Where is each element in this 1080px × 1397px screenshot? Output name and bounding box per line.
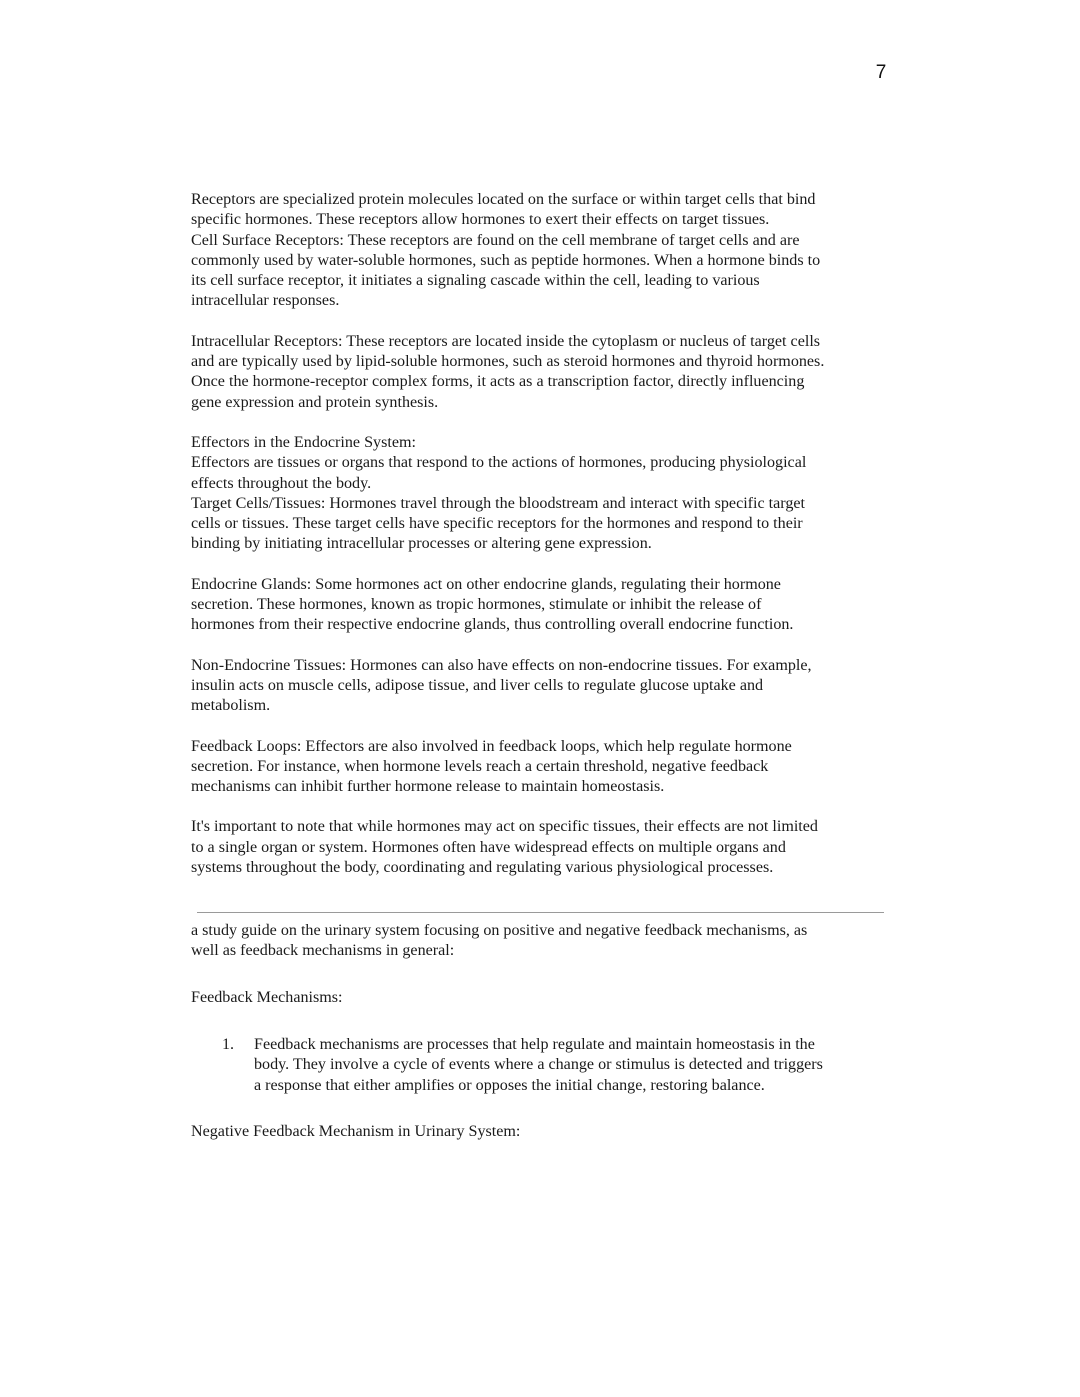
text-line: Endocrine Glands: Some hormones act on other endocrine glands, regulating their hormone [191,575,781,593]
text-line: Feedback mechanisms are processes that help regulate and maintain homeostasis in the [254,1036,815,1053]
text-line: effects throughout the body. [191,474,372,492]
text-line: intracellular responses. [191,292,340,310]
text-line: Effectors in the Endocrine System: [191,433,416,451]
paragraph-non-endocrine-tissues [191,656,888,717]
text-line: a response that either amplifies or opposes the initial change, restoring balance. [254,1076,765,1094]
text-line: mechanisms can inhibit further hormone release to maintain homeostasis. [191,778,665,796]
text-line: binding by initiating intracellular processes or altering gene expression. [191,535,652,553]
text-line: Cell Surface Receptors: These receptors are found on the cell membrane of target cells and are [191,231,800,249]
text-line: Feedback Loops: Effectors are also involved in feedback loops, which help regulate hormone [191,737,792,755]
paragraph-important-note [191,817,888,878]
text-line: and are typically used by lipid-soluble hormones, such as steroid hormones and thyroid hormones. [191,353,825,371]
text-line: secretion. These hormones, known as tropic hormones, stimulate or inhibit the release of [191,596,762,614]
text-line: cells or tissues. These target cells have specific receptors for the hormones and respond to their [191,515,803,533]
text-line: a study guide on the urinary system focusing on positive and negative feedback mechanisms, as [191,922,808,939]
text-line: Intracellular Receptors: These receptors are located inside the cytoplasm or nucleus of target cells [191,332,821,350]
study-guide-intro [191,921,888,962]
text-line: insulin acts on muscle cells, adipose tissue, and liver cells to regulate glucose uptake and [191,676,764,694]
text-line: Non-Endocrine Tissues: Hormones can also have effects on non-endocrine tissues. For example, [191,656,812,674]
text-line: well as feedback mechanisms in general: [191,942,455,960]
text-line: Effectors are tissues or organs that respond to the actions of hormones, producing physiological [191,454,807,472]
text-line: secretion. For instance, when hormone levels reach a certain threshold, negative feedback [191,757,769,775]
text-line: specific hormones. These receptors allow hormones to exert their effects on target tissues. [191,211,770,229]
section-endocrine-receptors [191,190,888,878]
paragraph-intracellular-receptors [191,332,888,413]
text-line: Receptors are specialized protein molecules located on the surface or within target cells that bind [191,191,816,208]
text-line: hormones from their respective endocrine glands, thus controlling overall endocrine function. [191,616,794,634]
text-line: Once the hormone-receptor complex forms, it acts as a transcription factor, directly influencing [191,373,805,391]
paragraph-endocrine-glands [191,575,888,636]
text-line: systems throughout the body, coordinating and regulating various physiological processes. [191,859,774,877]
paragraph-feedback-loops [191,737,888,798]
text-line: It's important to note that while hormones may act on specific tissues, their effects are not limited [191,818,818,836]
horizontal-divider [197,912,884,913]
text-line: commonly used by water-soluble hormones, such as peptide hormones. When a hormone binds to [191,251,821,269]
text-line: Target Cells/Tissues: Hormones travel through the bloodstream and interact with specific target [191,494,806,512]
paragraph-receptors [191,190,888,312]
page-number: 7 [875,62,887,83]
text-line: its cell surface receptor, it initiates a signaling cascade within the cell, leading to various [191,272,760,290]
list-marker: 1. [222,1036,235,1053]
text-line: gene expression and protein synthesis. [191,393,439,411]
text-line: body. They involve a cycle of events where a change or stimulus is detected and triggers [254,1056,823,1074]
feedback-mechanisms-heading: Feedback Mechanisms: [191,989,343,1006]
paragraph-effectors [191,433,888,555]
negative-feedback-heading: Negative Feedback Mechanism in Urinary System: [191,1123,521,1140]
list-item-text [254,1035,823,1096]
text-line: metabolism. [191,697,271,715]
text-line: to a single organ or system. Hormones often have widespread effects on multiple organs and [191,838,786,856]
